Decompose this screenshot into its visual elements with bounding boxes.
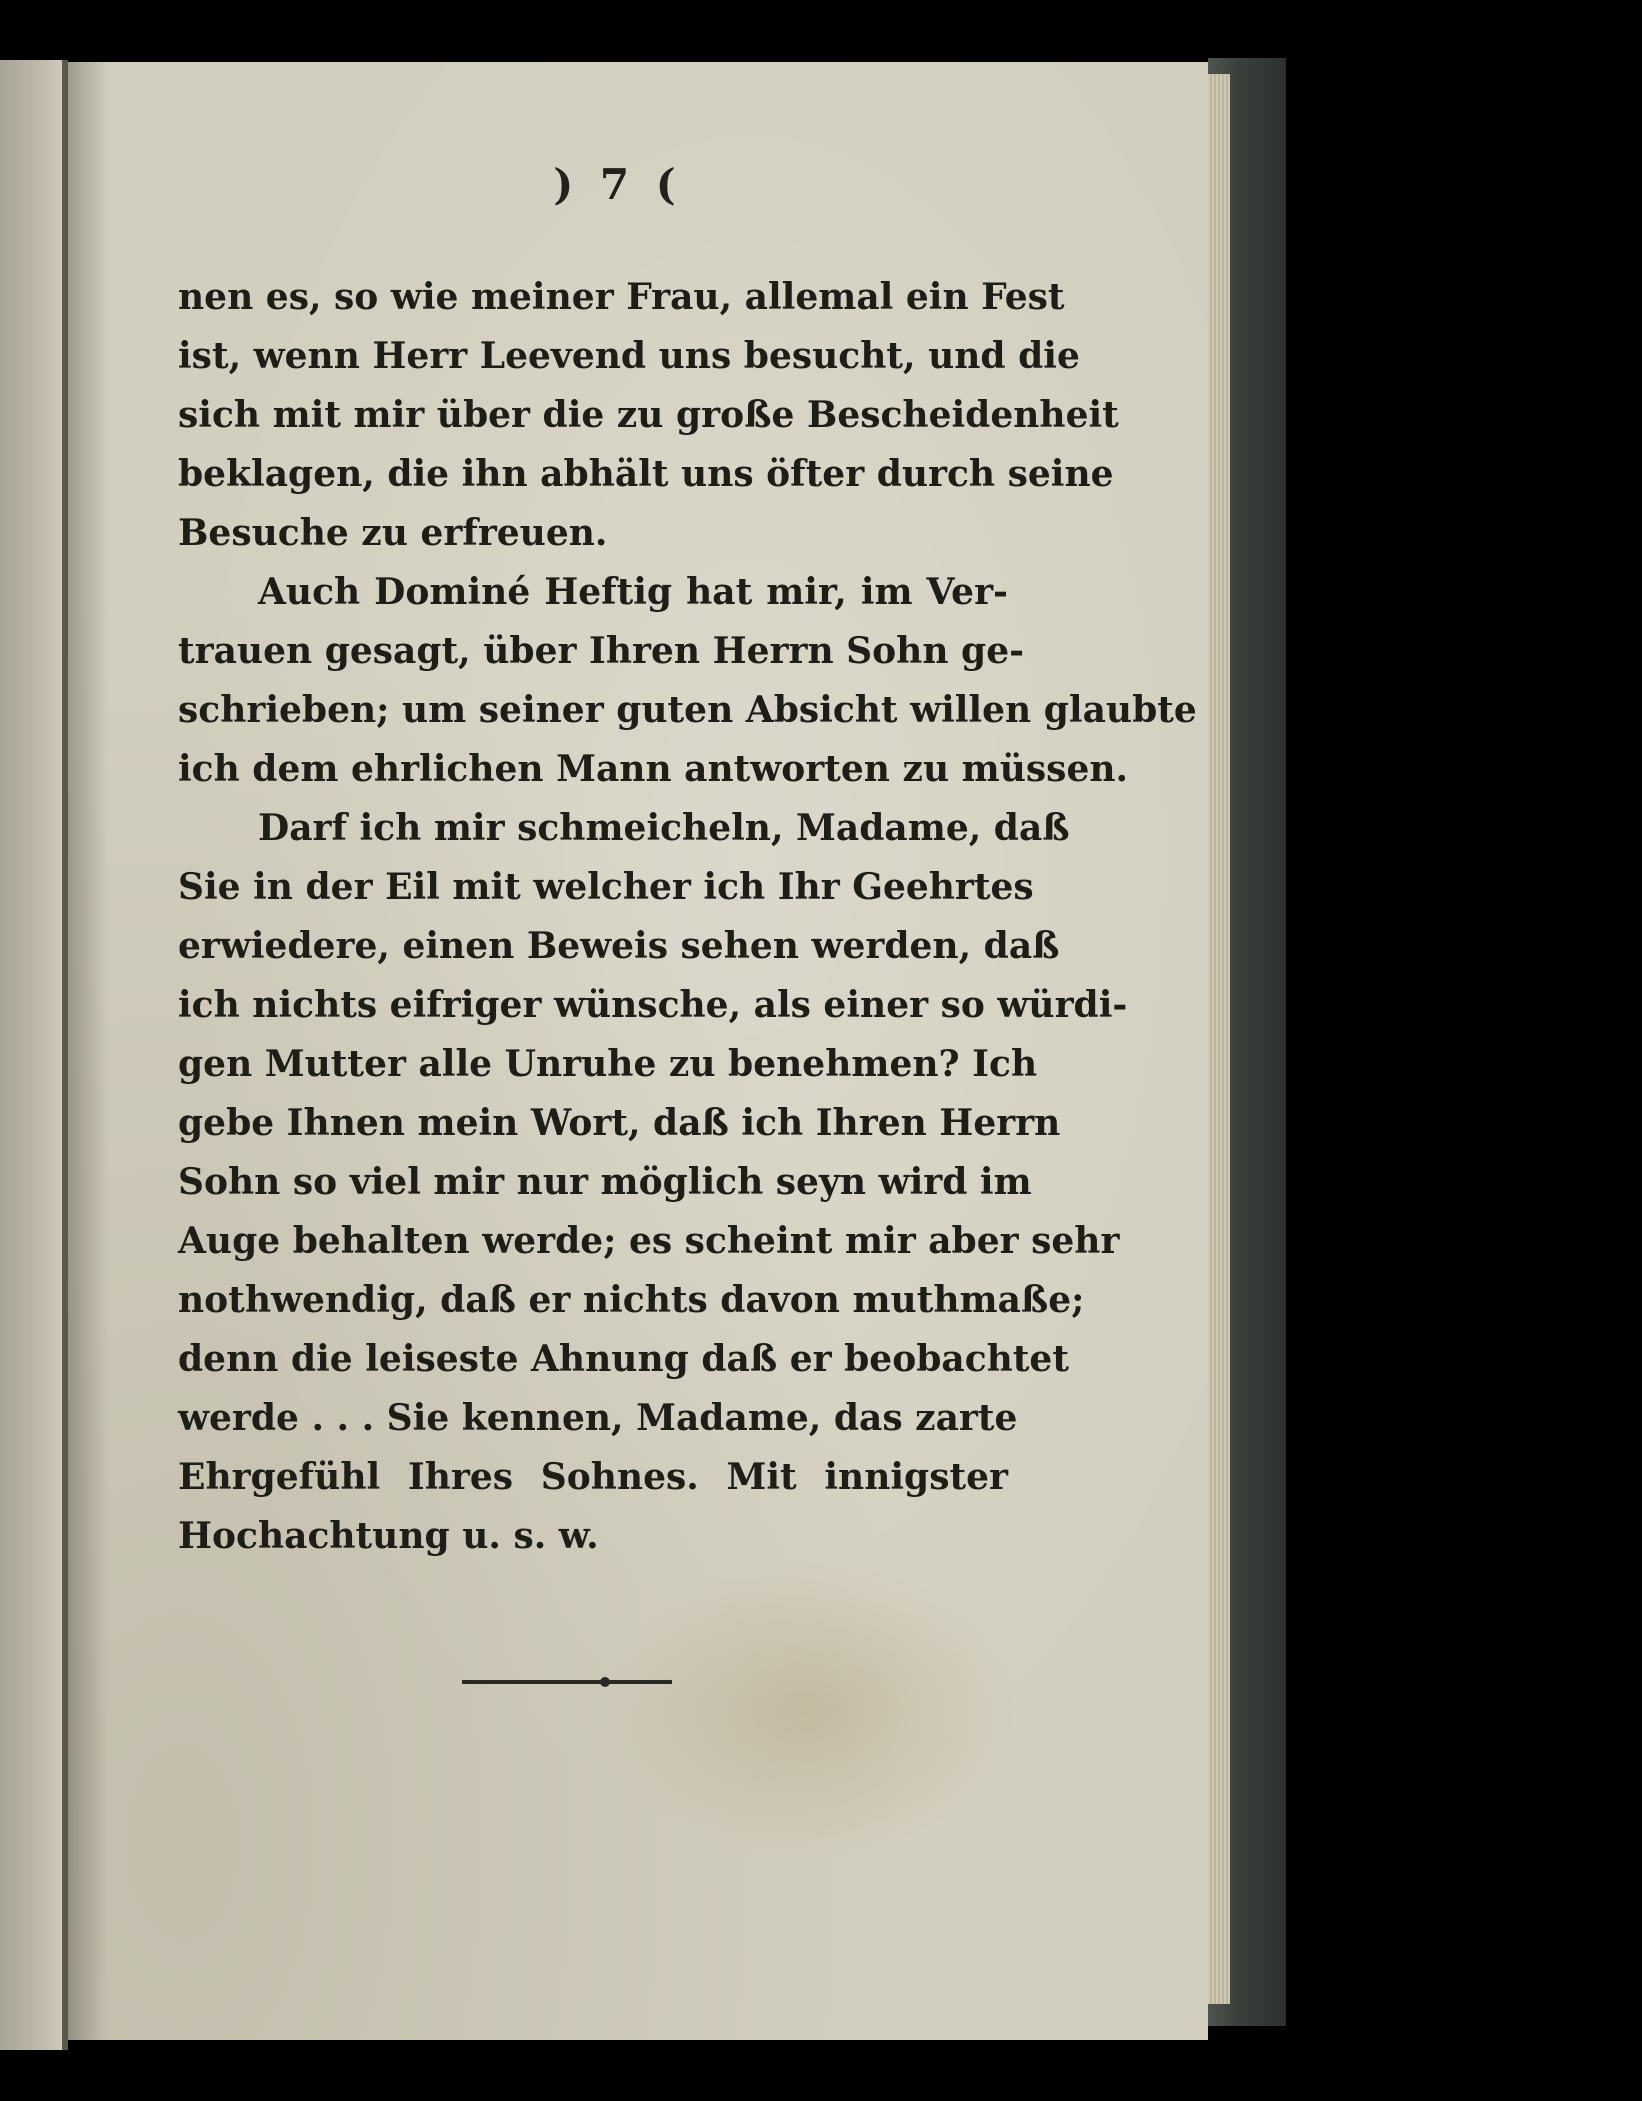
text-line: Auge behalten werde; es scheint mir aber sehr [178,1220,1120,1262]
text-line: gen Mutter alle Unruhe zu benehmen? Ich [178,1043,1038,1085]
text-line: trauen gesagt, über Ihren Herrn Sohn ge- [178,630,1025,672]
text-line: Besuche zu erfreuen. [178,512,608,554]
text-line: Auch Dominé Heftig hat mir, im Ver- [258,571,1008,613]
text-line: werde . . . Sie kennen, Madame, das zarte [178,1397,1018,1439]
text-line: sich mit mir über die zu große Bescheidenheit [178,394,1119,436]
text-line: denn die leiseste Ahnung daß er beobachtet [178,1338,1069,1380]
text-line: Sie in der Eil mit welcher ich Ihr Geehrtes [178,866,1034,908]
section-divider-rule [462,1680,672,1684]
gutter-shadow [68,62,108,2040]
text-line: nothwendig, daß er nichts davon muthmaße; [178,1279,1085,1321]
text-line: Ehrgefühl Ihres Sohnes. Mit innigster [178,1456,1008,1498]
body-text [178,268,1197,1566]
text-line: schrieben; um seiner guten Absicht willen glaubte [178,689,1197,731]
page-number: ) 7 ( [553,160,682,209]
text-line: gebe Ihnen mein Wort, daß ich Ihren Herrn [178,1102,1061,1144]
text-line: nen es, so wie meiner Frau, allemal ein Fest [178,276,1065,318]
text-line: beklagen, die ihn abhält uns öfter durch seine [178,453,1114,495]
previous-page-edge [0,60,64,2050]
section-divider-dot [600,1677,610,1687]
paper-stain [600,1560,1020,1860]
text-line: Darf ich mir schmeicheln, Madame, daß [258,807,1070,849]
text-line: erwiedere, einen Beweis sehen werden, daß [178,925,1060,967]
text-line: Hochachtung u. s. w. [178,1515,599,1557]
text-line: Sohn so viel mir nur möglich seyn wird im [178,1161,1032,1203]
text-line: ist, wenn Herr Leevend uns besucht, und die [178,335,1080,377]
text-line: ich nichts eifriger wünsche, als einer so würdi- [178,984,1128,1026]
text-line: ich dem ehrlichen Mann antworten zu müssen. [178,748,1129,790]
